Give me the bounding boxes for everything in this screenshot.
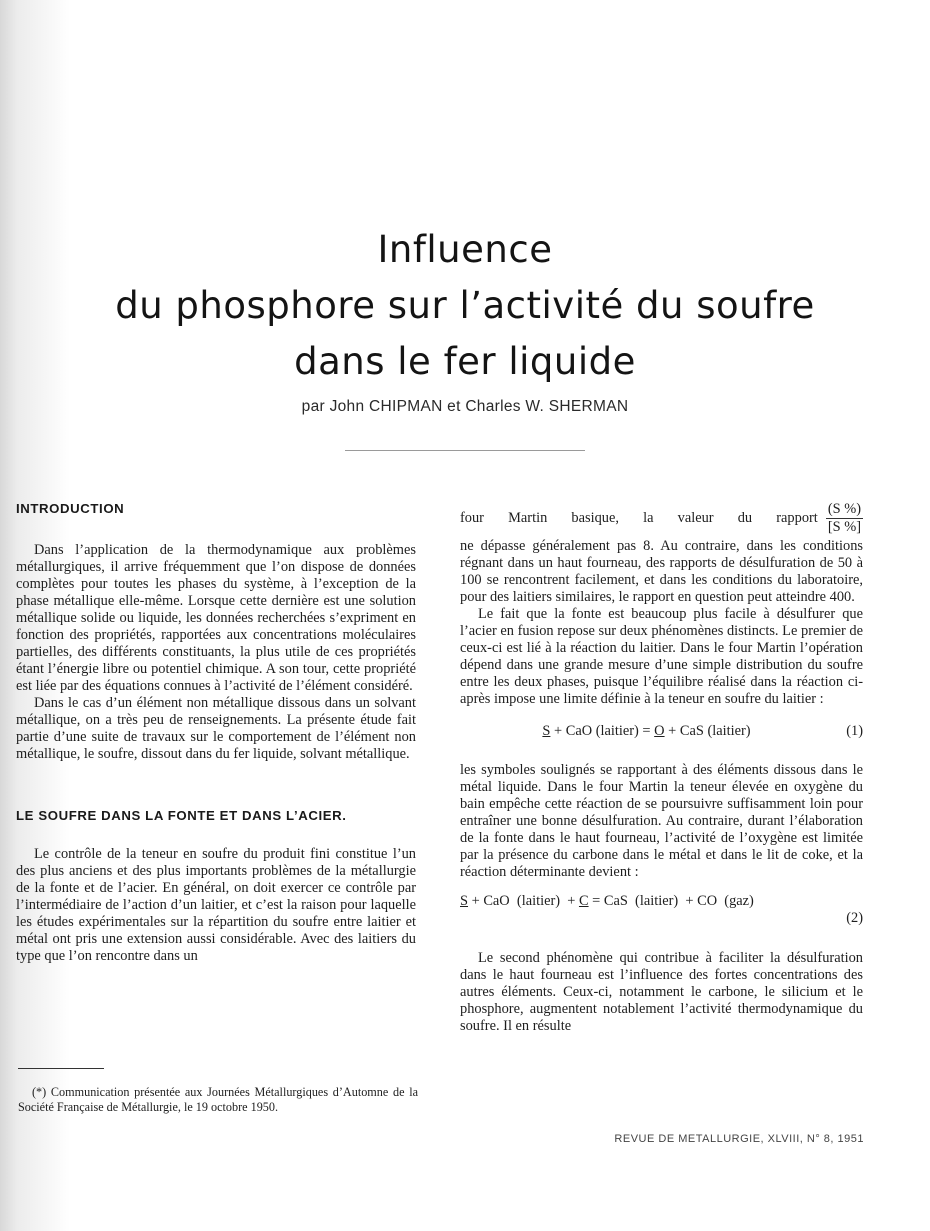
right-column bbox=[460, 500, 863, 1035]
title-line-3: dans le fer liquide bbox=[294, 340, 636, 383]
equation-2 bbox=[460, 893, 863, 910]
heading-soufre: LE SOUFRE DANS LA FONTE ET DANS L’ACIER. bbox=[16, 808, 347, 823]
right-paragraph-3: les symboles soulignés se rapportant à des éléments dissous dans le métal liquide. Dans le four Martin la teneur élevée en oxygène du bain empêche cette réaction de se poursuivre suffisamment loin pour entraîner une bonne désulfuration. Au contraire, durant l’élaboration de la fonte dans le haut fourneau, l’activité de l’oxygène est limitée par la présence du carbone dans le métal et dans le lit de coke, et la réaction déterminante devient : bbox=[460, 762, 863, 880]
left-column bbox=[16, 500, 416, 965]
eq1-number: (1) bbox=[846, 723, 863, 739]
footnote-marker: (*) bbox=[32, 1085, 47, 1099]
article-title bbox=[0, 222, 930, 390]
eq1-end: + CaS (laitier) bbox=[664, 723, 751, 739]
intro-paragraph-2: Dans le cas d’un élément non métallique dissous dans un solvant métallique, on a très peu de renseignements. La présente étude fait partie d’une suite de travaux sur le comportement de l’élément non métallique, le soufre, dissout dans du fer liquide, solvant métallique. bbox=[16, 695, 416, 762]
eq1-sulfur: S bbox=[542, 723, 551, 739]
intro-paragraph-1: Dans l’application de la thermodynamique aux problèmes métallurgiques, il arrive fréquemment que l’on dispose de données complètes pour toutes les phases du système, à l’exception de la phase métallique elle-même. Lorsque cette dernière est une solution métallique solide ou liquide, les données recherchées s’expriment en fonction des propriétés, rapportées aux concentrations moléculaires partielles, des différents constituants, la plus utile de ces propriétés étant l’énergie libre ou potentiel chimique. A son tour, cette propriété est liée par des équations connues à l’activité de l’élément considéré. bbox=[16, 542, 416, 694]
equation-1 bbox=[460, 723, 863, 740]
eq2-end: = CaS (laitier) + CO (gaz) bbox=[588, 893, 754, 909]
eq2-sulfur: S bbox=[460, 893, 469, 909]
section2-paragraph: Le contrôle de la teneur en soufre du produit fini constitue l’un des plus anciens et des plus importants problèmes de la métallurgie de la fonte et de l’acier. En général, on doit exercer ce contrôle par l’intermédiaire de l’action d’un laitier, et c’est la raison pour laquelle les études expérimentales sur la répartition du soufre entre laitier et métal ont pris une extension aussi considérable. Avec des laitiers du type que l’on rencontre dans un bbox=[16, 846, 416, 964]
ratio-numerator: (S %) bbox=[827, 500, 861, 517]
right-paragraph-1: ne dépasse généralement pas 8. Au contraire, dans les conditions régnant dans un haut fourneau, des rapports de désulfuration de 50 à 100 se rencontrent facilement, et dans les conditions du laboratoire, pour des laitiers similaires, le rapport en question peut atteindre 400. bbox=[460, 538, 863, 605]
authors-line: par John CHIPMAN et Charles W. SHERMAN bbox=[301, 398, 629, 415]
eq2-carbon: C bbox=[578, 893, 589, 909]
eq1-middle: + CaO (laitier) = bbox=[550, 723, 655, 739]
right-paragraph-4: Le second phénomène qui contribue à faciliter la désulfuration dans le haut fourneau est l’influence des fortes concentrations des autres éléments. Ceux-ci, notamment le carbone, le silicium et le phosphore, augmentent notablement l’activité thermodynamique du soufre. Il en résulte bbox=[460, 950, 863, 1034]
eq1-oxygen: O bbox=[654, 723, 665, 739]
title-separator bbox=[345, 450, 585, 451]
footnote-rule bbox=[18, 1068, 104, 1069]
footnote bbox=[18, 1085, 418, 1115]
running-footer: REVUE DE METALLURGIE, XLVIII, N° 8, 1951 bbox=[614, 1133, 864, 1145]
eq2-number: (2) bbox=[846, 910, 863, 926]
ratio-fraction bbox=[826, 501, 863, 536]
title-line-2: du phosphore sur l’activité du soufre bbox=[115, 284, 815, 327]
heading-introduction: INTRODUCTION bbox=[16, 501, 125, 516]
title-line-1: Influence bbox=[377, 228, 553, 271]
ratio-denominator: [S %] bbox=[827, 518, 861, 535]
footnote-text: Communication présentée aux Journées Métallurgiques d’Automne de la Société Française de Métallurgie, le 19 octobre 1950. bbox=[18, 1085, 418, 1114]
right-paragraph-2: Le fait que la fonte est beaucoup plus facile à désulfurer que l’acier en fusion repose sur deux phénomènes distincts. Le premier de ceux-ci est lié à la réaction du laitier. Dans le four Martin l’opération dépend dans une grande mesure d’une simple distribution du soufre entre les deux phases, puisque l’équilibre réalisé dans la réaction ci-après impose une limite définie à la teneur en soufre du laitier : bbox=[460, 606, 863, 707]
ratio-line bbox=[460, 498, 863, 538]
ratio-lead-text: four Martin basique, la valeur du rapport bbox=[460, 509, 818, 526]
eq2-middle: + CaO (laitier) + bbox=[468, 893, 579, 909]
